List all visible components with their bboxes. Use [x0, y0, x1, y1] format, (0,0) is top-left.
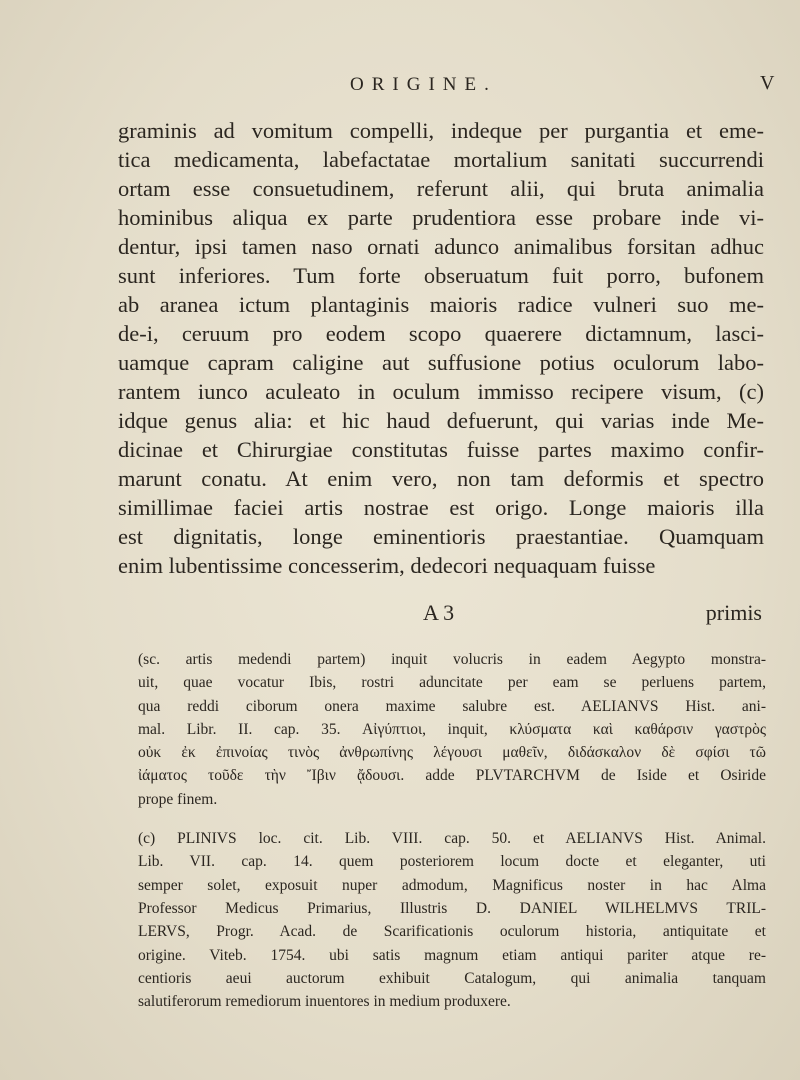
running-head [0, 70, 800, 104]
footnote-line: mal. Libr. II. cap. 35. Αἰγύπτιοι, inquit, κλύσματα καὶ καθάρσιν γαστρὸς [138, 720, 766, 738]
footnote-line: qua reddi ciborum onera maxime salubre est. AELIANVS Hist. ani- [138, 697, 766, 715]
signature-mark: A 3 [423, 600, 455, 625]
page-numeral: V [760, 72, 775, 94]
footnote-line: (sc. artis medendi partem) inquit volucris in eadem Aegypto monstra- [138, 651, 766, 668]
text-line: marunt conatu. At enim vero, non tam deformis et spectro [118, 466, 764, 491]
text-line: ortam esse consuetudinem, referunt alii, qui bruta animalia [118, 176, 764, 201]
text-line: dicinae et Chirurgiae constitutas fuisse partes maximo confir- [118, 437, 764, 462]
catchword: primis [705, 600, 762, 625]
footnote-c [138, 827, 766, 1013]
text-line: enim lubentissime concesserim, dedecori nequaquam fuisse [118, 553, 656, 578]
text-line: sunt inferiores. Tum forte obseruatum fuit porro, bufonem [118, 263, 764, 288]
main-text [118, 116, 764, 580]
footnote-line: prope finem. [138, 790, 218, 808]
footnote-line: salutiferorum remediorum inuentores in medium produxere. [138, 993, 511, 1011]
footnote-line: semper solet, exposuit nuper admodum, Magnificus noster in hac Alma [138, 876, 766, 894]
running-title: ORIGINE. [350, 74, 497, 95]
text-line: dentur, ipsi tamen naso ornati adunco animalibus forsitan adhuc [118, 234, 764, 259]
footnote-b [138, 648, 766, 811]
text-line: est dignitatis, longe eminentioris praestantiae. Quamquam [118, 524, 764, 549]
text-line: ab aranea ictum plantaginis maioris radice vulneri suo me- [118, 292, 764, 317]
text-line: uamque capram caligine aut suffusione potius oculorum labo- [118, 350, 764, 375]
text-line: tica medicamenta, labefactatae mortalium sanitati succurrendi [118, 147, 764, 172]
text-line: rantem iunco aculeato in oculum immisso recipere visum, (c) [118, 379, 764, 404]
text-line: hominibus aliqua ex parte prudentiora esse probare inde vi- [118, 205, 764, 230]
footnote-line: Professor Medicus Primarius, Illustris D. DANIEL WILHELMVS TRIL- [138, 899, 766, 917]
footnote-line: οὐκ ἐκ ἐπινοίας τινὸς ἀνθρωπίνης λέγουσι μαθεῖν, διδάσκαλον δὲ σφίσι τῶ [138, 744, 766, 762]
signature-line [118, 600, 764, 630]
footnotes [138, 648, 766, 1029]
text-line: simillimae faciei artis nostrae est origo. Longe maioris illa [118, 495, 764, 520]
footnote-line: uit, quae vocatur Ibis, rostri aduncitate per eam se perluens partem, [138, 674, 766, 692]
footnote-line: (c) PLINIVS loc. cit. Lib. VIII. cap. 50. et AELIANVS Hist. Animal. [138, 830, 766, 848]
footnote-line: ἰάματος τοῦδε τὴν Ἴβιν ᾄδουσι. adde PLVTARCHVM de Iside et Osiride [138, 767, 766, 785]
text-line: de-i, ceruum pro eodem scopo quaerere dictamnum, lasci- [118, 321, 764, 346]
footnote-line: LERVS, Progr. Acad. de Scarificationis oculorum historia, antiquitate et [138, 923, 766, 941]
footnote-line: centioris aeui auctorum exhibuit Catalogum, qui animalia tanquam [138, 969, 766, 987]
text-line: idque genus alia: et hic haud defuerunt, qui varias inde Me- [118, 408, 764, 433]
footnote-line: Lib. VII. cap. 14. quem posteriorem locum docte et eleganter, uti [138, 853, 766, 871]
text-line: graminis ad vomitum compelli, indeque per purgantia et eme- [118, 118, 764, 143]
footnote-line: origine. Viteb. 1754. ubi satis magnum etiam antiqui pariter atque re- [138, 946, 766, 964]
